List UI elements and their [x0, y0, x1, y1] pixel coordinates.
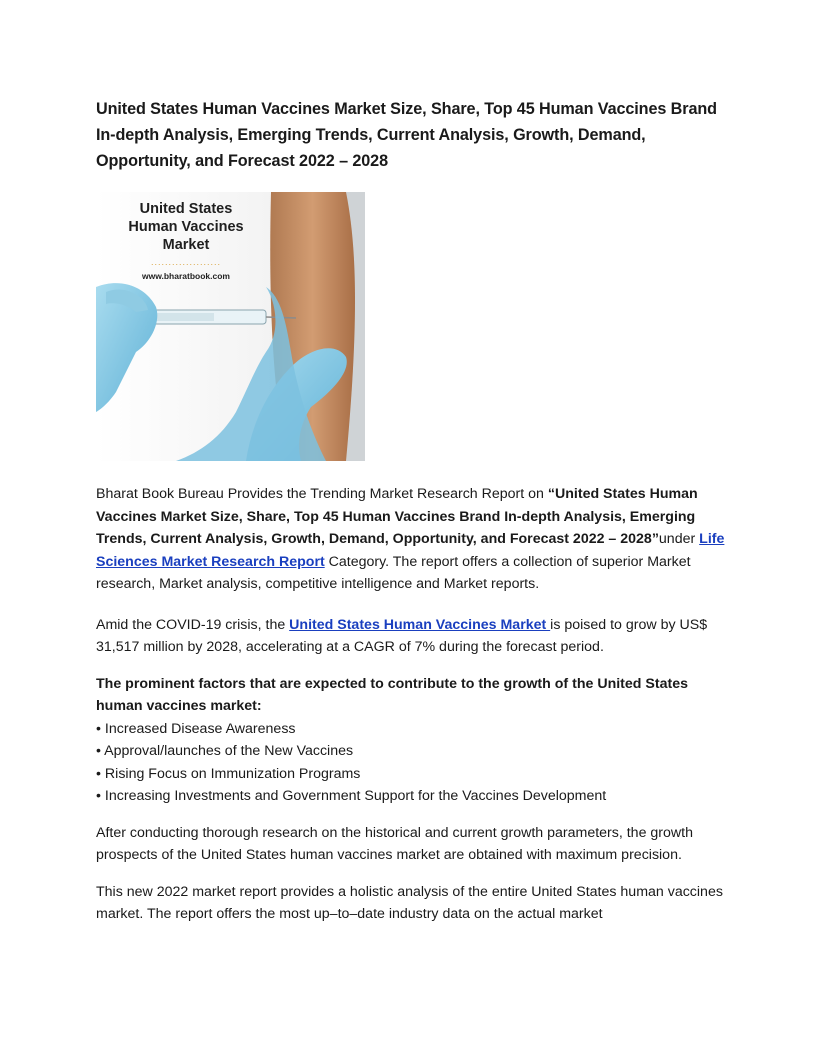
hero-heading-line3: Market — [162, 237, 210, 253]
list-item: • Increasing Investments and Government Support for the Vaccines Development — [96, 785, 726, 808]
hero-heading-line1: United States — [139, 201, 233, 217]
list-item: • Rising Focus on Immunization Programs — [96, 763, 726, 786]
factors-list — [96, 718, 726, 808]
hero-divider: .................... — [150, 257, 221, 267]
new-report-paragraph: This new 2022 market report provides a holistic analysis of the entire United States human vaccines market. The report offers the most up–to–date industry data on the actual market — [96, 883, 723, 922]
life-sciences-link[interactable]: Life Sciences Market Research Report — [96, 531, 725, 570]
hero-image — [96, 192, 365, 461]
hero-url: www.bharatbook.com — [141, 271, 230, 281]
intro-under: under — [658, 531, 700, 547]
page-title: United States Human Vaccines Market Size, Share, Top 45 Human Vaccines Brand In-depth Analysis, Emerging Trends, Current Analysis, Growth, Demand, Opportunity, and Forecast 2022 – 2028 — [96, 100, 717, 170]
list-item: • Increased Disease Awareness — [96, 718, 726, 741]
covid-lead: Amid the COVID-19 crisis, the — [96, 616, 290, 633]
document-page — [96, 96, 726, 926]
intro-report-name: “United States Human Vaccines Market Size, Share, Top 45 Human Vaccines Brand In-depth Analysis, Emerging Trends, Current Analysis, Growth, Demand, Opportunity, and Forecast 2022 – 2028” — [96, 486, 698, 547]
intro-tail: Category. The report offers a collection of superior Market research, Market analysis, competitive intelligence and Market reports. — [96, 553, 691, 592]
factors-heading — [96, 673, 726, 718]
intro-lead: Bharat Book Bureau Provides the Trending Market Research Report on — [96, 486, 548, 502]
market-link[interactable]: United States Human Vaccines Market — [289, 616, 551, 633]
research-paragraph: After conducting thorough research on the historical and current growth parameters, the growth prospects of the United States human vaccines market are obtained with maximum precision. — [96, 824, 693, 863]
intro-paragraph — [96, 483, 726, 596]
list-item: • Approval/launches of the New Vaccines — [96, 740, 726, 763]
covid-tail: is poised to grow by US$ 31,517 million by 2028, accelerating at a CAGR of 7% during the forecast period. — [96, 616, 708, 655]
hero-heading-line2: Human Vaccines — [128, 219, 244, 235]
hero-caption — [96, 200, 276, 281]
factors-heading-text: The prominent factors that are expected to contribute to the growth of the United States human vaccines market: — [96, 675, 688, 714]
covid-paragraph — [96, 614, 726, 659]
